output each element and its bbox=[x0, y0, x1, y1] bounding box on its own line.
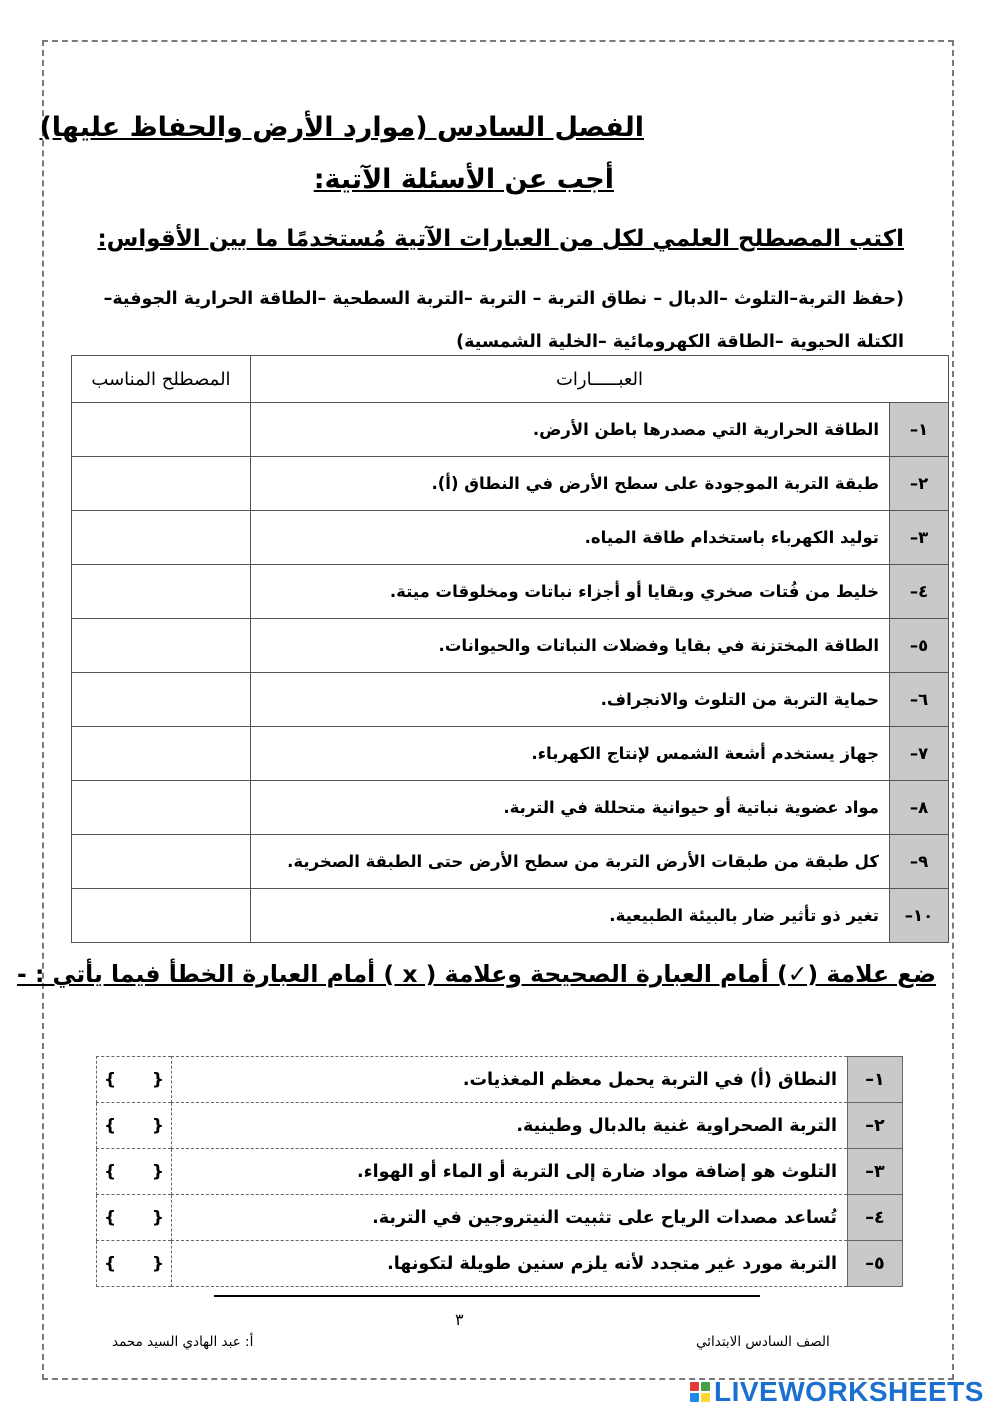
row-number: ١– bbox=[890, 403, 949, 457]
statement-text: كل طبقة من طبقات الأرض التربة من سطح الأرض حتى الطبقة الصخرية. bbox=[251, 835, 890, 889]
true-false-table bbox=[96, 1056, 903, 1287]
section1-heading: اكتب المصطلح العلمي لكل من العبارات الآتية مُستخدمًا ما بين الأقواس: bbox=[97, 226, 904, 252]
statement-text: تغير ذو تأثير ضار بالبيئة الطبيعية. bbox=[251, 889, 890, 943]
row-number: ٤– bbox=[848, 1195, 903, 1241]
logo-block bbox=[701, 1382, 710, 1391]
logo-text: LIVEWORKSHEETS bbox=[714, 1376, 984, 1407]
footer-rule bbox=[214, 1295, 760, 1297]
teacher-name: أ: عبد الهادي السيد محمد bbox=[112, 1334, 254, 1350]
row-number: ٨– bbox=[890, 781, 949, 835]
answer-cell[interactable] bbox=[72, 457, 251, 511]
statement-text: جهاز يستخدم أشعة الشمس لإنتاج الكهرباء. bbox=[251, 727, 890, 781]
term-row bbox=[72, 835, 949, 889]
terms-table bbox=[71, 355, 949, 943]
row-number: ٥– bbox=[848, 1241, 903, 1287]
answer-cell[interactable] bbox=[72, 511, 251, 565]
statement-text: الطاقة الحرارية التي مصدرها باطن الأرض. bbox=[251, 403, 890, 457]
answer-cell[interactable] bbox=[72, 835, 251, 889]
statement-text: خليط من فُتات صخري وبقايا أو أجزاء نباتات ومخلوقات ميتة. bbox=[251, 565, 890, 619]
statement-text: توليد الكهرباء باستخدام طاقة المياه. bbox=[251, 511, 890, 565]
bracket-open: { bbox=[104, 1207, 117, 1228]
statement-text: الطاقة المختزنة في بقايا وفضلات النباتات والحيوانات. bbox=[251, 619, 890, 673]
bracket-open: { bbox=[104, 1161, 117, 1182]
row-number: ٣– bbox=[848, 1149, 903, 1195]
liveworksheets-logo bbox=[690, 1376, 984, 1408]
statement-text: التلوث هو إضافة مواد ضارة إلى التربة أو الماء أو الهواء. bbox=[172, 1149, 848, 1195]
logo-block bbox=[690, 1393, 699, 1402]
statement-text: التربة مورد غير متجدد لأنه يلزم سنين طويلة لتكونها. bbox=[172, 1241, 848, 1287]
answer-cell[interactable] bbox=[72, 403, 251, 457]
term-row bbox=[72, 727, 949, 781]
row-number: ٥– bbox=[890, 619, 949, 673]
chapter-title: الفصل السادس (موارد الأرض والحفاظ عليها) bbox=[39, 112, 644, 143]
term-row bbox=[72, 673, 949, 727]
row-number: ٤– bbox=[890, 565, 949, 619]
row-number: ٣– bbox=[890, 511, 949, 565]
true-false-row bbox=[97, 1149, 903, 1195]
section2-heading: ضع علامة (✓) أمام العبارة الصحيحة وعلامة ( x ) أمام العبارة الخطأ فيما يأتي : - bbox=[17, 960, 936, 988]
answer-cell[interactable] bbox=[72, 673, 251, 727]
bracket-open: { bbox=[104, 1253, 117, 1274]
logo-block bbox=[690, 1382, 699, 1391]
row-number: ١٠– bbox=[890, 889, 949, 943]
logo-block bbox=[701, 1393, 710, 1402]
row-number: ١– bbox=[848, 1057, 903, 1103]
bracket-open: { bbox=[104, 1115, 117, 1136]
term-row bbox=[72, 403, 949, 457]
term-bank: (حفظ التربة–التلوث –الدبال – نطاق التربة – التربة –التربة السطحية –الطاقة الحرارية الجوفية–الكتلة الحيوية –الطاقة الكهرومائية –الخلية الشمسية) bbox=[103, 289, 904, 352]
bracket-close: } bbox=[151, 1253, 164, 1274]
row-number: ٧– bbox=[890, 727, 949, 781]
term-row bbox=[72, 619, 949, 673]
statement-text: حماية التربة من التلوث والانجراف. bbox=[251, 673, 890, 727]
term-row bbox=[72, 457, 949, 511]
instruction-heading: أجب عن الأسئلة الآتية: bbox=[313, 164, 614, 195]
term-row bbox=[72, 889, 949, 943]
true-false-row bbox=[97, 1241, 903, 1287]
answer-cell[interactable] bbox=[72, 565, 251, 619]
row-number: ٢– bbox=[848, 1103, 903, 1149]
true-false-row bbox=[97, 1057, 903, 1103]
answer-cell[interactable] bbox=[72, 727, 251, 781]
bracket-close: } bbox=[151, 1161, 164, 1182]
bracket-close: } bbox=[151, 1069, 164, 1090]
true-false-row bbox=[97, 1103, 903, 1149]
answer-brackets[interactable] bbox=[97, 1057, 172, 1103]
page-number: ٣ bbox=[455, 1310, 464, 1329]
statement-text: تُساعد مصدات الرياح على تثبيت النيتروجين في التربة. bbox=[172, 1195, 848, 1241]
statement-text: طبقة التربة الموجودة على سطح الأرض في النطاق (أ). bbox=[251, 457, 890, 511]
statement-text: التربة الصحراوية غنية بالدبال وطينية. bbox=[172, 1103, 848, 1149]
bracket-open: { bbox=[104, 1069, 117, 1090]
true-false-row bbox=[97, 1195, 903, 1241]
answer-cell[interactable] bbox=[72, 889, 251, 943]
bracket-close: } bbox=[151, 1115, 164, 1136]
answer-brackets[interactable] bbox=[97, 1103, 172, 1149]
answer-brackets[interactable] bbox=[97, 1241, 172, 1287]
term-row bbox=[72, 781, 949, 835]
row-number: ٦– bbox=[890, 673, 949, 727]
answer-cell[interactable] bbox=[72, 619, 251, 673]
row-number: ٢– bbox=[890, 457, 949, 511]
statement-text: مواد عضوية نباتية أو حيوانية متحللة في التربة. bbox=[251, 781, 890, 835]
term-header: المصطلح المناسب bbox=[72, 356, 251, 403]
grade-label: الصف السادس الابتدائي bbox=[696, 1334, 830, 1350]
answer-brackets[interactable] bbox=[97, 1149, 172, 1195]
answer-brackets[interactable] bbox=[97, 1195, 172, 1241]
statements-header: العبـــــارات bbox=[251, 356, 949, 403]
answer-cell[interactable] bbox=[72, 781, 251, 835]
term-row bbox=[72, 565, 949, 619]
term-row bbox=[72, 511, 949, 565]
logo-blocks-icon bbox=[690, 1382, 710, 1402]
statement-text: النطاق (أ) في التربة يحمل معظم المغذيات. bbox=[172, 1057, 848, 1103]
bracket-close: } bbox=[151, 1207, 164, 1228]
row-number: ٩– bbox=[890, 835, 949, 889]
